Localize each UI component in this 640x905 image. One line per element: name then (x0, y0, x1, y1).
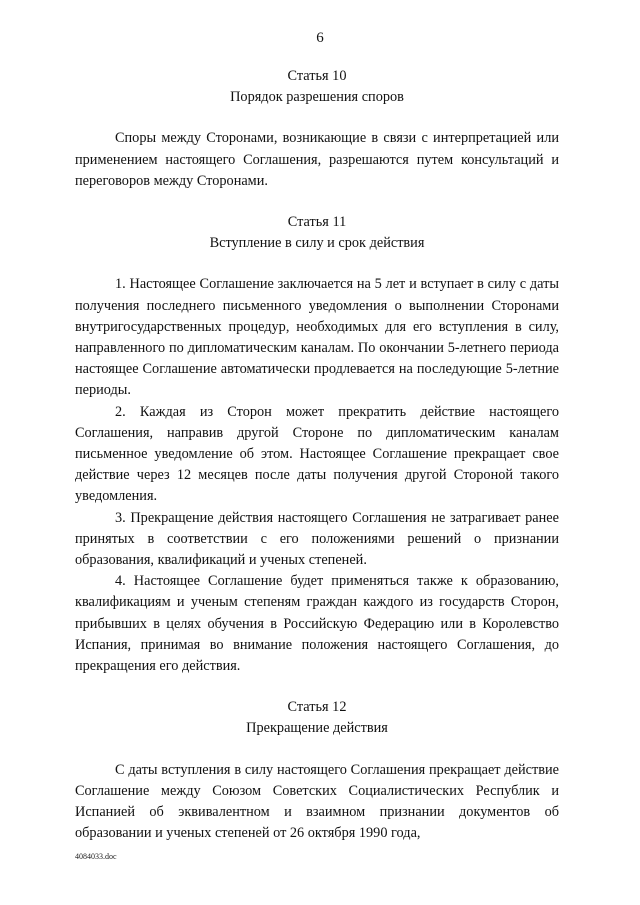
paragraph: 3. Прекращение действия настоящего Соглашения не затрагивает ранее принятых в соответствии с его положениями решений о признании образования, квалификаций и ученых степеней. (75, 509, 559, 569)
page-number: 6 (316, 30, 324, 46)
article-number: Статья 12 (287, 699, 347, 716)
article-12 (75, 697, 559, 844)
paragraph: 1. Настоящее Соглашение заключается на 5 лет и вступает в силу с даты получения последнего письменного уведомления о выполнении Сторонами внутригосударственных процедур, необходимых для его вступления в силу, направленного по дипломатическим каналам. По окончании 5-летнего периода настоящее Соглашение автоматически продлевается на последующие 5-летние периоды. (75, 276, 559, 399)
article-title: Прекращение действия (246, 720, 388, 737)
paragraph: С даты вступления в силу настоящего Соглашения прекращает действие Соглашение между Союзом Советских Социалистических Республик и Испанией об эквивалентном и взаимном признании документов об образовании и ученых степеней от 26 октября 1990 года, (75, 761, 559, 842)
paragraph: 4. Настоящее Соглашение будет применяться также к образованию, квалификациям и ученым степеням граждан каждого из государств Сторон, прибывших в целях обучения в Российскую Федерацию или в Королевство Испания, принимая во внимание положения настоящего Соглашения, до прекращения его действия. (75, 573, 559, 675)
article-title: Порядок разрешения споров (230, 89, 404, 106)
article-number: Статья 11 (287, 214, 347, 231)
article-number: Статья 10 (287, 68, 347, 84)
paragraph: Споры между Сторонами, возникающие в связи с интерпретацией или применением настоящего Соглашения, разрешаются путем консультаций и переговоров между Сторонами. (75, 130, 559, 189)
article-title: Вступление в силу и срок действия (209, 235, 425, 252)
document-body (75, 66, 559, 845)
paragraph: 2. Каждая из Сторон может прекратить действие настоящего Соглашения, направив другой Стороне по дипломатическим каналам письменное уведомление об этом. Настоящее Соглашение прекращает свое действие через 12 месяцев после даты получения другой Стороной такого уведомления. (75, 403, 559, 505)
article-10 (75, 66, 559, 192)
article-11 (75, 212, 559, 677)
file-name-footer: 4084033.doc (75, 852, 117, 861)
